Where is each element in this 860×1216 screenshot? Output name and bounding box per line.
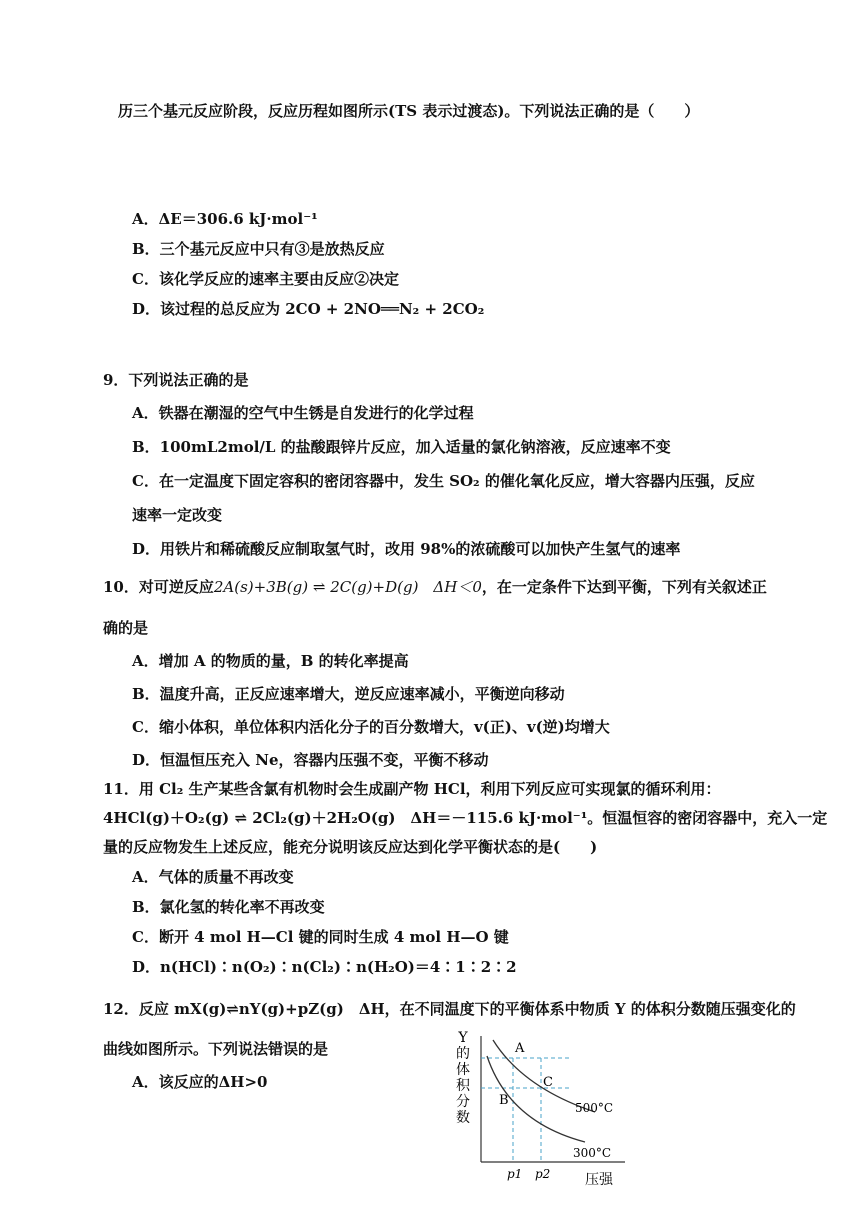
series-label-300c: 300°C — [573, 1146, 612, 1160]
q12-stem-line1: 12．反应 mX(g)⇌nY(g)+pZ(g) ΔH，在不同温度下的平衡体系中物质 Y 的体积分数随压强变化的 — [103, 1000, 796, 1018]
q9-option-c-cont: 速率一定改变 — [132, 506, 223, 524]
q8-option-a: A．ΔE＝306.6 kJ·mol⁻¹ — [132, 210, 318, 228]
x-axis-label: 压强 — [585, 1172, 613, 1188]
q12-option-a: A．该反应的ΔH>0 — [132, 1073, 268, 1091]
q9-option-b: B．100mL2mol/L 的盐酸跟锌片反应，加入适量的氯化钠溶液，反应速率不变 — [132, 438, 671, 456]
q8-option-d: D．该过程的总反应为 2CO + 2NO══N₂ + 2CO₂ — [132, 300, 485, 318]
q10-equation: 2A(s)+3B(g) ⇌ 2C(g)+D(g) ΔH＜0 — [213, 578, 482, 596]
y-label-char-5: 数 — [456, 1110, 470, 1126]
y-label-char-4: 分 — [456, 1094, 470, 1110]
q9-option-c: C．在一定温度下固定容积的密闭容器中，发生 SO₂ 的催化氧化反应，增大容器内压强，反应 — [132, 472, 755, 490]
q10-option-c: C．缩小体积，单位体积内活化分子的百分数增大，v(正)、v(逆)均增大 — [132, 718, 610, 736]
q8-option-c: C．该化学反应的速率主要由反应②决定 — [132, 270, 399, 288]
q12-stem-line2: 曲线如图所示。下列说法错误的是 — [103, 1040, 329, 1058]
q10-stem-suffix: ，在一定条件下达到平衡，下列有关叙述正 — [481, 578, 767, 596]
q10-stem-prefix: 10．对可逆反应 — [103, 578, 214, 596]
q10-stem-line2: 确的是 — [103, 619, 149, 637]
x-tick-p2: p2 — [535, 1167, 551, 1181]
q11-stem-line1: 11．用 Cl₂ 生产某些含氯有机物时会生成副产物 HCl，利用下列反应可实现氯的循环利用： — [103, 780, 721, 798]
y-label-char-3: 积 — [456, 1078, 470, 1094]
y-label-char-0: Y — [458, 1030, 468, 1046]
y-label-char-2: 体 — [456, 1062, 470, 1078]
point-label-c: C — [543, 1075, 553, 1090]
q11-option-a: A．气体的质量不再改变 — [132, 868, 294, 886]
point-label-b: B — [499, 1093, 509, 1108]
q9-stem: 9．下列说法正确的是 — [103, 371, 249, 389]
q8-option-b: B．三个基元反应中只有③是放热反应 — [132, 240, 385, 258]
q9-option-a: A．铁器在潮湿的空气中生锈是自发进行的化学过程 — [132, 404, 474, 422]
q11-stem-line2: 4HCl(g)＋O₂(g) ⇌ 2Cl₂(g)＋2H₂O(g) ΔH＝－115.6 kJ·mol⁻¹。恒温恒容的密闭容器中，充入一定 — [103, 809, 828, 827]
q11-option-b: B．氯化氢的转化率不再改变 — [132, 898, 325, 916]
series-label-500c: 500°C — [575, 1101, 614, 1115]
x-tick-p1: p1 — [507, 1167, 523, 1181]
q10-option-b: B．温度升高，正反应速率增大，逆反应速率减小，平衡逆向移动 — [132, 685, 565, 703]
q11-option-c: C．断开 4 mol H—Cl 键的同时生成 4 mol H—O 键 — [132, 928, 509, 946]
q11-stem-line3: 量的反应物发生上述反应，能充分说明该反应达到化学平衡状态的是( ) — [103, 838, 598, 856]
point-label-a: A — [515, 1041, 525, 1056]
q8-stem-tail: 历三个基元反应阶段，反应历程如图所示(TS 表示过渡态)。下列说法正确的是（ ） — [118, 102, 700, 120]
q10-option-d: D．恒温恒压充入 Ne，容器内压强不变，平衡不移动 — [132, 751, 489, 769]
q11-option-d: D．n(HCl)∶n(O₂)∶n(Cl₂)∶n(H₂O)＝4∶1∶2∶2 — [132, 958, 517, 976]
y-label-char-1: 的 — [456, 1046, 470, 1062]
q10-option-a: A．增加 A 的物质的量，B 的转化率提高 — [132, 652, 409, 670]
q9-option-d: D．用铁片和稀硫酸反应制取氢气时，改用 98%的浓硫酸可以加快产生氢气的速率 — [132, 540, 681, 558]
q10-stem — [103, 577, 767, 597]
equilibrium-figure — [445, 1030, 635, 1190]
